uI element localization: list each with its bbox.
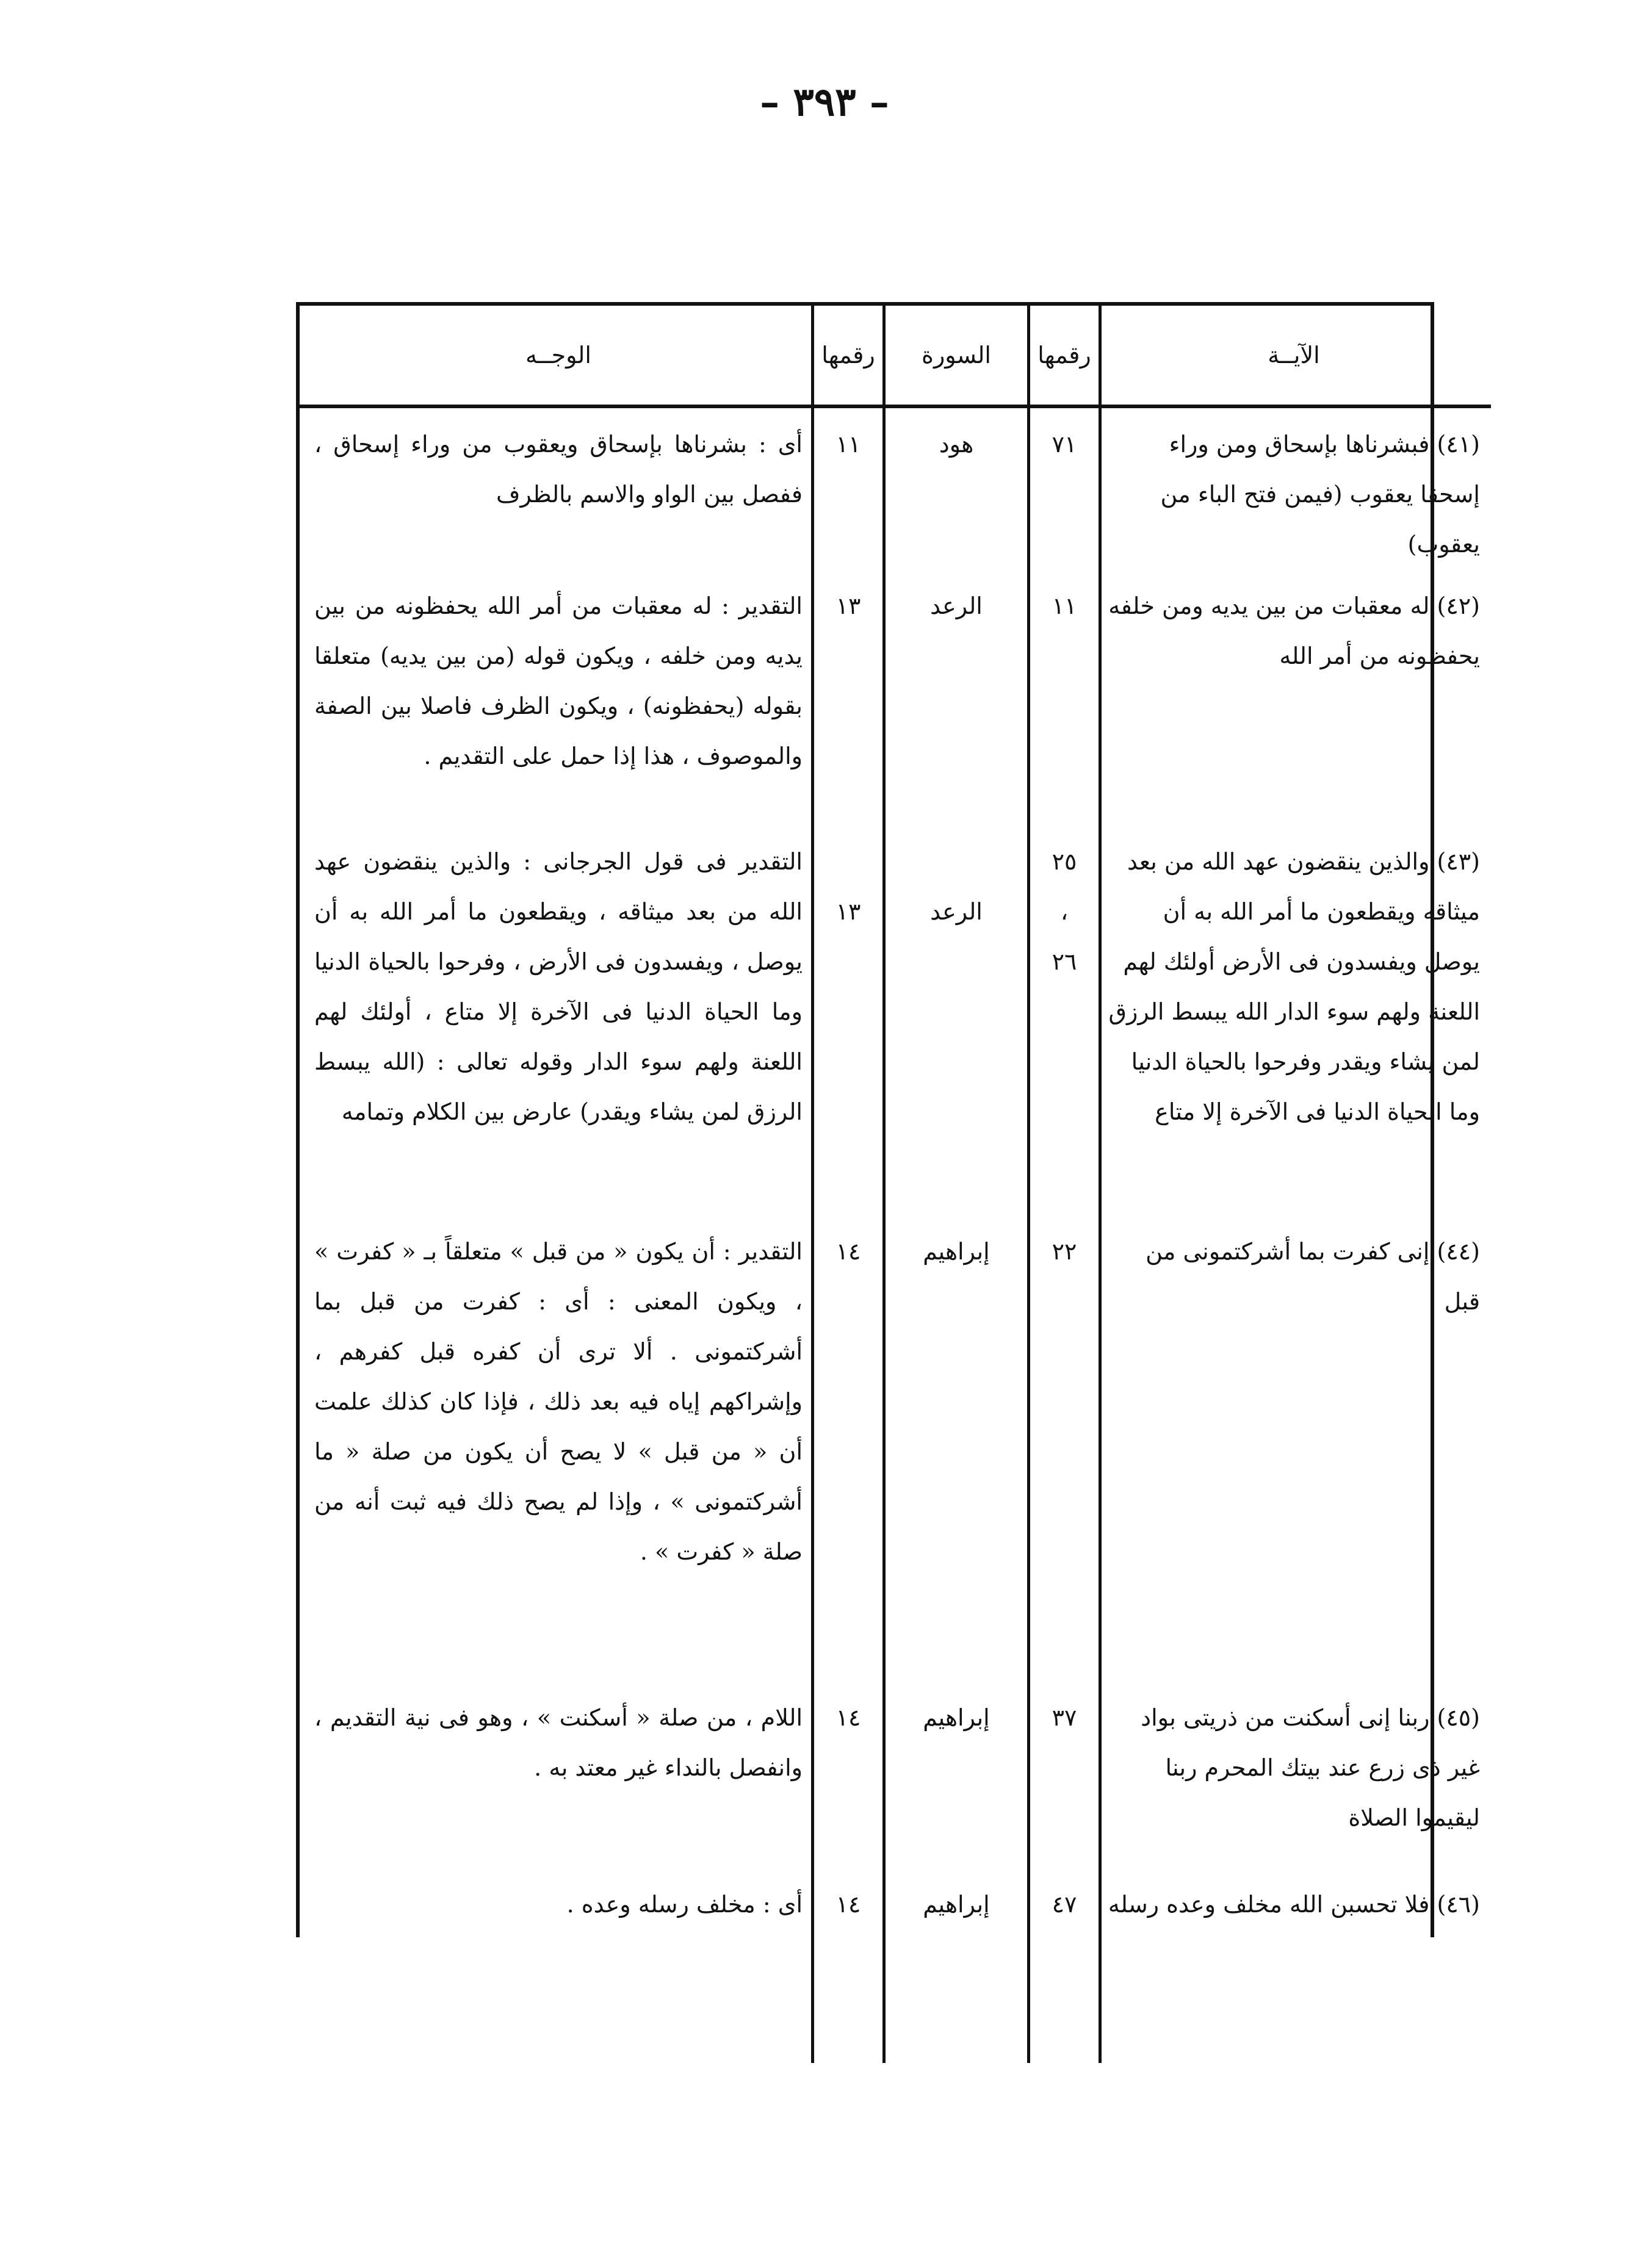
surah-number-cell bbox=[813, 826, 884, 1215]
ayah-number-cell: ٢٢ bbox=[1029, 1215, 1100, 1682]
header-surah-number: رقمها bbox=[813, 306, 884, 406]
surah-cell: الرعد bbox=[884, 570, 1029, 826]
surah-cell: إبراهيم bbox=[884, 1867, 1029, 2063]
surah-number-label: ١٣ bbox=[835, 898, 861, 925]
surah-label: الرعد bbox=[930, 898, 983, 925]
verses-table bbox=[296, 302, 1480, 1937]
ayah-number-line: ٢٦ bbox=[1052, 948, 1077, 975]
table-row bbox=[300, 570, 1491, 826]
wajh-cell: أى : مخلف رسله وعده . bbox=[300, 1867, 813, 2063]
surah-number-cell: ١٤ bbox=[813, 1867, 884, 2063]
wajh-cell: التقدير : أن يكون « من قبل » متعلقاً بـ « كفرت » ، ويكون المعنى : أى : كفرت من قبل بما أشركتمونى . ألا ترى أن كفره قبل كفرهم ، وإشراكهم إياه فيه بعد ذلك ، فإذا كان كذلك علمت أن « من قبل » لا يصح أن يكون من صلة « ما أشركتمونى » ، وإذا لم يصح ذلك فيه ثبت أنه من صلة « كفرت » . bbox=[300, 1215, 813, 1682]
surah-cell: هود bbox=[884, 406, 1029, 570]
ayah-number-cell bbox=[1029, 826, 1100, 1215]
wajh-cell: أى : بشرناها بإسحاق ويعقوب من وراء إسحاق ، ففصل بين الواو والاسم بالظرف bbox=[300, 406, 813, 570]
surah-cell: إبراهيم bbox=[884, 1682, 1029, 1867]
ayah-number-cell: ٧١ bbox=[1029, 406, 1100, 570]
table-row bbox=[300, 1867, 1491, 2063]
table-row bbox=[300, 406, 1491, 570]
surah-number-cell: ١٤ bbox=[813, 1215, 884, 1682]
table-row bbox=[300, 1215, 1491, 1682]
wajh-cell: التقدير : له معقبات من أمر الله يحفظونه من بين يديه ومن خلفه ، ويكون قوله (من بين يديه) متعلقا بقوله (يحفظونه) ، ويكون الظرف فاصلا بين الصفة والموصوف ، هذا إذا حمل على التقديم . bbox=[300, 570, 813, 826]
header-ayah: الآيــة bbox=[1100, 306, 1492, 406]
surah-number-cell: ١٣ bbox=[813, 570, 884, 826]
ayah-cell: (٤٦) فلا تحسبن الله مخلف وعده رسله bbox=[1108, 1891, 1480, 1918]
page-number: – ٣٩٣ – bbox=[760, 79, 889, 125]
ayah-number-cell: ٣٧ bbox=[1029, 1682, 1100, 1867]
header-ayah-number: رقمها bbox=[1029, 306, 1100, 406]
surah-cell bbox=[884, 826, 1029, 1215]
ayah-number-line: ، bbox=[1060, 898, 1069, 925]
surah-number-cell: ١١ bbox=[813, 406, 884, 570]
ayah-cell: (٤٢) له معقبات من بين يديه ومن خلفه يحفظونه من أمر الله bbox=[1108, 592, 1480, 669]
table-row bbox=[300, 1682, 1491, 1867]
header-surah: السورة bbox=[884, 306, 1029, 406]
surah-number-cell: ١٤ bbox=[813, 1682, 884, 1867]
table-row bbox=[300, 826, 1491, 1215]
header-wajh: الوجــه bbox=[300, 306, 813, 406]
ayah-cell: (٤١) فبشرناها بإسحاق ومن وراء إسحقا يعقوب (فيمن فتح الباء من يعقوب) bbox=[1160, 431, 1480, 558]
verses-table-grid bbox=[300, 306, 1491, 2063]
ayah-cell: (٤٥) ربنا إنى أسكنت من ذريتى بواد غير ذى زرع عند بيتك المحرم ربنا ليقيموا الصلاة bbox=[1141, 1704, 1480, 1831]
wajh-cell: التقدير فى قول الجرجانى : والذين ينقضون عهد الله من بعد ميثاقه ، ويقطعون ما أمر الله به أن يوصل ، ويفسدون فى الأرض ، وفرحوا بالحياة الدنيا وما الحياة الدنيا فى الآخرة إلا متاع ، أولئك لهم اللعنة ولهم سوء الدار وقوله تعالى : (الله يبسط الرزق لمن يشاء ويقدر) عارض بين الكلام وتمامه bbox=[300, 826, 813, 1215]
ayah-number-cell: ١١ bbox=[1029, 570, 1100, 826]
ayah-number-line: ٢٥ bbox=[1052, 848, 1077, 875]
wajh-cell: اللام ، من صلة « أسكنت » ، وهو فى نية التقديم ، وانفصل بالنداء غير معتد به . bbox=[300, 1682, 813, 1867]
surah-cell: إبراهيم bbox=[884, 1215, 1029, 1682]
ayah-cell: (٤٤) إنى كفرت بما أشركتمونى من قبل bbox=[1146, 1238, 1480, 1315]
table-header-row bbox=[300, 306, 1491, 406]
ayah-number-cell: ٤٧ bbox=[1029, 1867, 1100, 2063]
ayah-cell: (٤٣) والذين ينقضون عهد الله من بعد ميثاقه ويقطعون ما أمر الله به أن يوصل ويفسدون فى الأرض أولئك لهم اللعنة ولهم سوء الدار الله يبسط الرزق لمن يشاء ويقدر وفرحوا بالحياة الدنيا وما الحياة الدنيا فى الآخرة إلا متاع bbox=[1108, 848, 1480, 1125]
